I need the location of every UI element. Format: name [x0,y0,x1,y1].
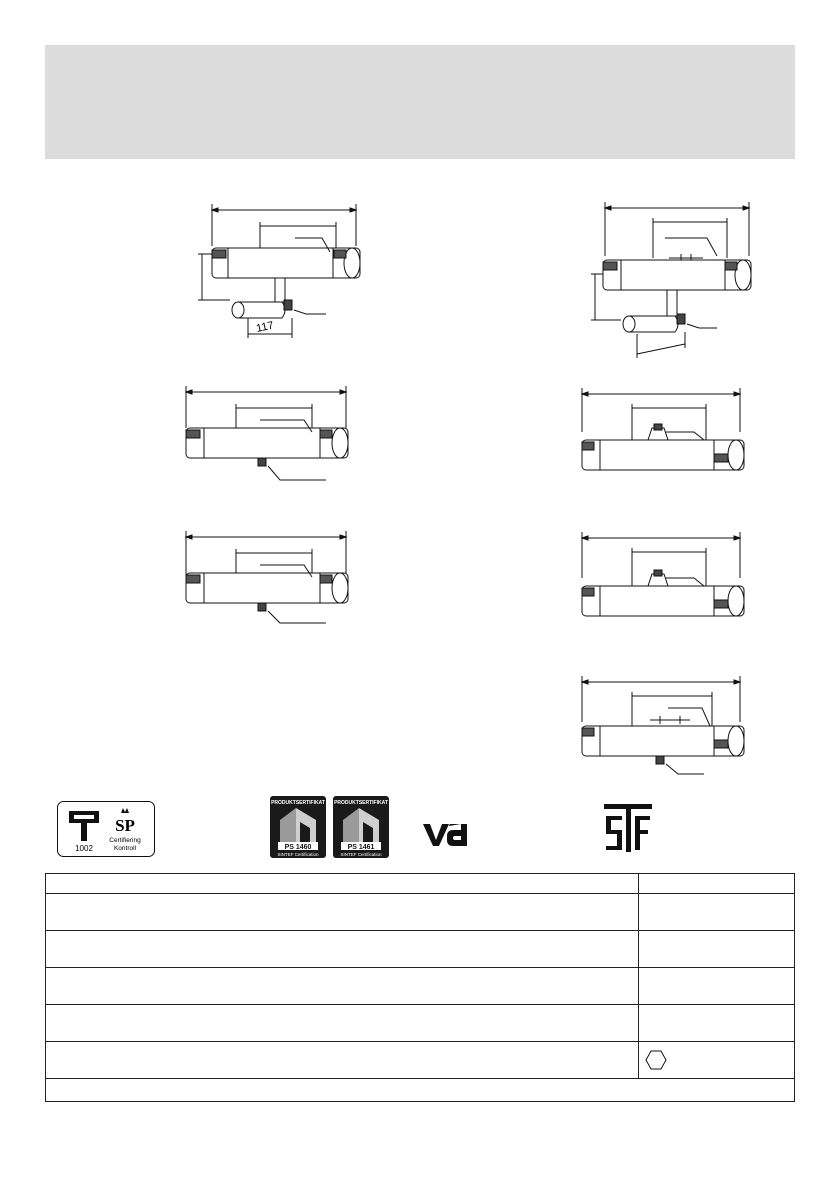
spec-table [45,873,795,1102]
sintef-1-bottom: SINTEF Certification [277,852,319,857]
table-cell [639,874,795,894]
stf-logo [604,804,652,852]
table-cell [46,1005,639,1042]
sintef-2-code: PS 1461 [347,844,375,851]
header-banner [45,45,795,159]
table-cell [639,1005,795,1042]
sintef-2-bottom: SINTEF Certification [340,852,382,857]
table-row [46,894,795,931]
table-row [46,968,795,1005]
table-cell [46,931,639,968]
table-cell [639,968,795,1005]
table-cell [639,931,795,968]
sintef-badge-1 [270,796,326,858]
table-row [46,1005,795,1042]
table-cell [639,894,795,931]
sintef-1-code: PS 1460 [284,844,312,851]
mixer-with-spout-right-drawing [585,196,765,366]
table-cell [46,894,639,931]
sintef-badge-2 [333,796,389,858]
table-cell [46,874,639,894]
table-cell [46,1079,795,1102]
spout-dimension-label: 117 [255,319,275,335]
sp-certification-logo [57,801,155,857]
table-row [46,874,795,894]
bar-mixer-right-c-drawing [578,668,750,783]
bar-mixer-left-a-drawing [180,380,355,490]
bar-mixer-left-b-drawing [180,527,355,637]
bar-mixer-right-a-drawing [578,382,750,492]
va-logo [423,822,469,848]
sp-code: 1002 [75,844,93,853]
sintef-1-top: PRODUKTSERTIFIKAT [271,800,325,806]
sp-line2: Kontroll [113,845,137,852]
sintef-2-top: PRODUKTSERTIFIKAT [334,800,388,806]
mixer-with-spout-drawing [190,196,375,346]
table-row [46,931,795,968]
hex-nut-icon [645,1049,667,1071]
table-cell [46,968,639,1005]
sp-mark: SP [115,816,135,835]
table-cell [46,1042,639,1079]
table-row [46,1079,795,1102]
bar-mixer-right-b-drawing [578,528,750,638]
table-cell [639,1042,795,1079]
sp-line1: Certifiering [109,837,141,844]
table-row [46,1042,795,1079]
